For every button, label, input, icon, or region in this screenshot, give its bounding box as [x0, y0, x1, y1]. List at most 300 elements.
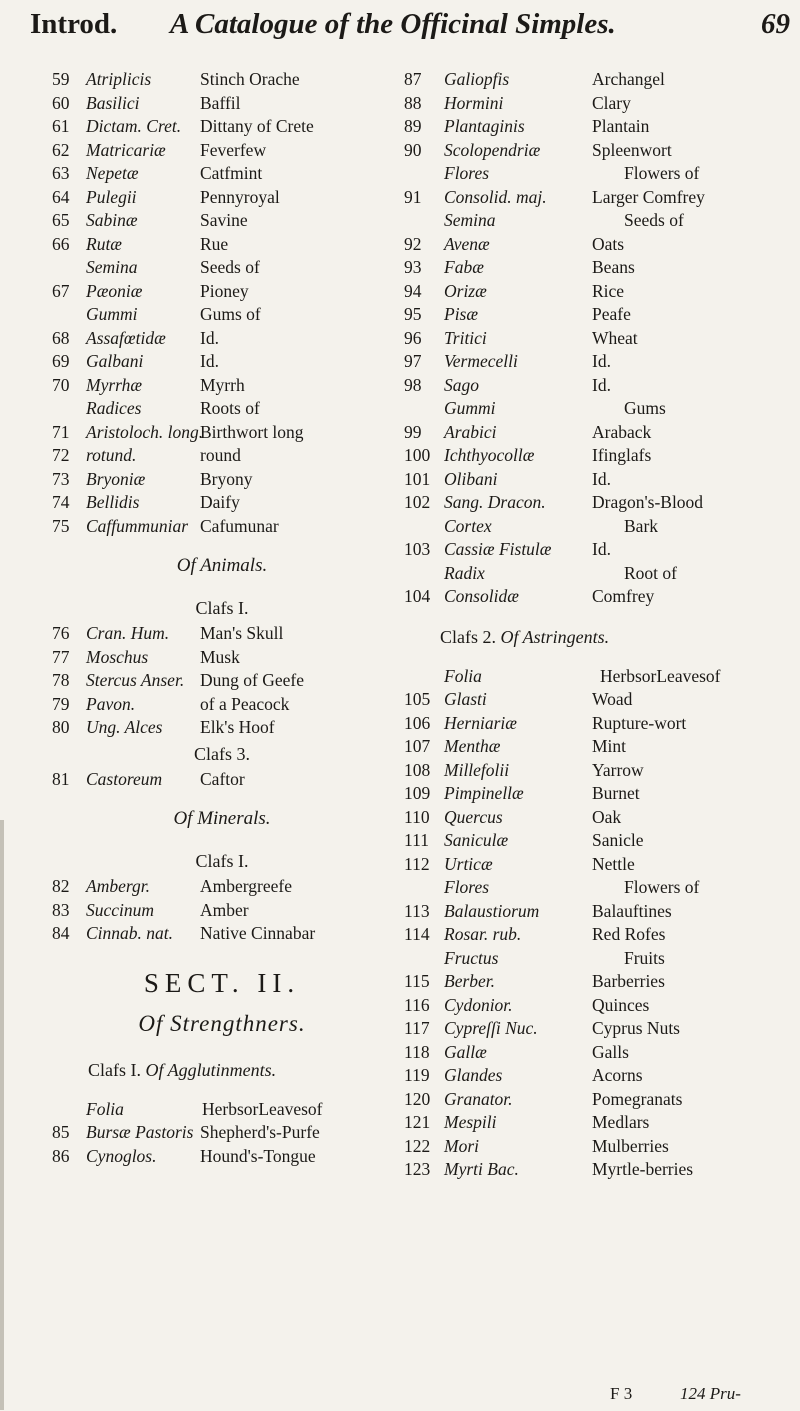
entry-number: 120: [404, 1088, 431, 1109]
english-name: Comfrey: [592, 586, 655, 606]
entry-number: 66: [52, 233, 70, 254]
english-name: Pioney: [200, 280, 249, 301]
english-name: Shepherd's-Purfe: [200, 1122, 320, 1142]
list-group: [404, 585, 794, 609]
subheading-fructus: Fructus Fruits: [444, 947, 665, 968]
list-group: [404, 233, 794, 398]
english-name: Oak: [592, 806, 622, 827]
list-item: [404, 233, 794, 257]
english-name: Mint: [592, 736, 627, 756]
entry-number: 72: [52, 445, 70, 465]
list-group: [404, 186, 794, 210]
signature-mark: F 3: [610, 1384, 633, 1403]
latin-name: Myrti Bac.: [444, 1159, 519, 1179]
list-item: [404, 735, 794, 759]
english-name: Pennyroyal: [200, 186, 280, 207]
latin-name: Atriplicis: [86, 69, 152, 89]
list-group: [404, 538, 794, 562]
subheading-cortex: Cortex Bark: [444, 515, 659, 536]
list-group: [404, 900, 794, 947]
entry-number: 118: [404, 1041, 430, 1062]
english-name: Burnet: [592, 783, 640, 803]
header-section: Introd.: [30, 8, 118, 40]
english-name: Dragon's-Blood: [592, 492, 704, 512]
latin-name: Consolid. maj.: [444, 186, 547, 207]
list-item: [52, 280, 392, 304]
list-item: [404, 538, 794, 562]
clafs-label: Clafs I.: [195, 598, 249, 618]
list-group: [52, 421, 392, 539]
english-name: Sanicle: [592, 830, 644, 850]
list-item: [52, 68, 392, 92]
entry-number: 110: [404, 806, 430, 827]
subheading-semina: Semina Seeds of: [86, 257, 260, 277]
entry-number: 95: [404, 304, 422, 324]
english-name: Yarrow: [592, 759, 644, 780]
latin-name: Matricariæ: [86, 139, 166, 160]
subheading-folia: Folia HerbsorLeavesof: [86, 1098, 323, 1119]
clafs-heading: Clafs 2. Of Astringents.: [440, 626, 610, 647]
list-item: [404, 115, 794, 139]
heading-animals: Of Animals.: [176, 555, 268, 576]
list-item: [404, 1158, 794, 1182]
latin-name: Hormini: [444, 92, 504, 113]
latin-name: Glandes: [444, 1065, 503, 1085]
entry-number: 101: [404, 468, 431, 489]
latin-name: Basilici: [86, 92, 140, 113]
list-group: [52, 875, 392, 946]
latin-name: Galiopfis: [444, 69, 510, 89]
list-item: [404, 186, 794, 210]
latin-name: Pæoniæ: [86, 280, 143, 301]
list-group: [52, 280, 392, 304]
entry-number: 63: [52, 163, 70, 183]
english-name: Rue: [200, 233, 229, 254]
heading-minerals: Of Minerals.: [173, 808, 271, 829]
english-name: Plantain: [592, 116, 650, 136]
english-name: Balauftines: [592, 900, 672, 921]
entry-number: 70: [52, 374, 70, 395]
entry-number: 80: [52, 717, 70, 737]
list-item: [52, 92, 392, 116]
list-item: [52, 374, 392, 398]
english-name: Savine: [200, 210, 248, 230]
left-column: [52, 68, 392, 1168]
english-name: Woad: [592, 689, 633, 709]
english-name: Ambergreefe: [200, 876, 292, 896]
english-name: Id.: [592, 351, 611, 371]
list-item: [52, 1145, 392, 1169]
subheading-radix: Radix Root of: [444, 562, 677, 583]
page-title: A Catalogue of the Officinal Simples.: [170, 8, 616, 40]
english-name: Red Rofes: [592, 924, 666, 944]
english-name: Peafe: [592, 304, 631, 324]
english-name: Stinch Orache: [200, 69, 300, 89]
english-name: Oats: [592, 233, 625, 254]
entry-number: 65: [52, 210, 70, 230]
english-name: Cafumunar: [200, 515, 279, 536]
entry-number: 99: [404, 421, 422, 442]
latin-name: Gallæ: [444, 1041, 487, 1062]
list-item: [404, 92, 794, 116]
subheading-radices: Radices Roots of: [86, 398, 260, 418]
latin-name: Scolopendriæ: [444, 139, 541, 160]
entry-number: 121: [404, 1112, 431, 1132]
latin-name: Cran. Hum.: [86, 623, 170, 643]
english-name: Id.: [592, 539, 611, 559]
list-item: [52, 468, 392, 492]
list-item: [52, 139, 392, 163]
latin-name: Avenæ: [444, 233, 490, 254]
list-item: [404, 256, 794, 280]
entry-number: 60: [52, 92, 70, 113]
list-item: [52, 327, 392, 351]
latin-name: Saniculæ: [444, 830, 509, 850]
page-number: 69: [761, 8, 790, 40]
english-name: Id.: [592, 374, 611, 395]
entry-number: 88: [404, 92, 422, 113]
english-name: Catfmint: [200, 163, 263, 183]
english-name: Caftor: [200, 768, 245, 789]
list-item: [52, 209, 392, 233]
list-item: [52, 444, 392, 468]
latin-name: Bellidis: [86, 492, 140, 512]
latin-name: Ambergr.: [86, 876, 151, 896]
list-item: [404, 491, 794, 515]
list-item: [404, 853, 794, 877]
list-item: [404, 712, 794, 736]
latin-name: Pavon.: [86, 693, 136, 714]
list-item: [404, 923, 794, 947]
list-item: [404, 688, 794, 712]
entry-number: 116: [404, 994, 430, 1015]
latin-name: Aristoloch. long.: [86, 421, 204, 442]
latin-name: Ung. Alces: [86, 717, 163, 737]
entry-number: 89: [404, 116, 422, 136]
entry-number: 115: [404, 971, 430, 991]
latin-name: Bursæ Pastoris: [86, 1122, 194, 1142]
latin-name: Menthæ: [444, 736, 501, 756]
entry-number: 71: [52, 421, 70, 442]
latin-name: Fabæ: [444, 257, 484, 277]
entry-number: 67: [52, 280, 70, 301]
subheading-gummi: Gummi Gums: [444, 398, 666, 418]
latin-name: Plantaginis: [444, 116, 525, 136]
latin-name: Myrrhæ: [86, 374, 143, 395]
list-item: [404, 421, 794, 445]
entry-number: 94: [404, 280, 422, 301]
list-item: [404, 759, 794, 783]
latin-name: Herniariæ: [444, 712, 517, 733]
entry-number: 69: [52, 351, 70, 371]
entry-number: 76: [52, 623, 70, 643]
entry-number: 123: [404, 1159, 431, 1179]
english-name: Clary: [592, 92, 631, 113]
english-name: Wheat: [592, 327, 638, 348]
entry-number: 119: [404, 1065, 430, 1085]
list-item: [404, 1041, 794, 1065]
latin-name: Stercus Anser.: [86, 670, 185, 690]
footer: [610, 1384, 741, 1404]
english-name: Myrrh: [200, 374, 245, 395]
entry-number: 102: [404, 492, 431, 512]
list-item: [52, 515, 392, 539]
english-name: Myrtle-berries: [592, 1159, 694, 1179]
entry-number: 107: [404, 736, 431, 756]
latin-name: Bryoniæ: [86, 468, 146, 489]
latin-name: Consolidæ: [444, 586, 519, 606]
clafs-heading: Clafs I. Of Agglutinments.: [88, 1059, 277, 1080]
list-item: [52, 768, 392, 792]
english-name: Birthwort long: [200, 421, 304, 442]
clafs-label: Clafs 3.: [194, 743, 250, 764]
english-name: Id.: [200, 327, 219, 348]
latin-name: Galbani: [86, 351, 144, 371]
entry-number: 61: [52, 116, 70, 136]
english-name: Rupture-wort: [592, 712, 687, 733]
english-name: Amber: [200, 899, 249, 920]
latin-name: Balaustiorum: [444, 900, 540, 921]
english-name: Nettle: [592, 853, 635, 874]
list-item: [404, 444, 794, 468]
english-name: Medlars: [592, 1112, 650, 1132]
list-item: [404, 1064, 794, 1088]
list-item: [404, 900, 794, 924]
clafs-label: Clafs I.: [195, 851, 249, 871]
english-name: Rice: [592, 280, 625, 301]
list-item: [52, 922, 392, 946]
latin-name: Millefolii: [444, 759, 510, 780]
list-item: [404, 1088, 794, 1112]
latin-name: Pulegii: [86, 186, 137, 207]
list-item: [52, 233, 392, 257]
english-name: Acorns: [592, 1065, 643, 1085]
latin-name: Ichthyocollæ: [444, 445, 535, 465]
latin-name: Arabici: [444, 421, 497, 442]
entry-number: 105: [404, 689, 431, 709]
latin-name: Succinum: [86, 899, 155, 920]
english-name: of a Peacock: [200, 693, 290, 714]
entry-number: 97: [404, 351, 422, 371]
latin-name: Cynoglos.: [86, 1145, 157, 1166]
subheading-semina: Semina Seeds of: [444, 210, 684, 230]
entry-number: 79: [52, 693, 70, 714]
entry-number: 82: [52, 876, 70, 896]
list-item: [404, 139, 794, 163]
list-item: [52, 716, 392, 740]
entry-number: 75: [52, 515, 70, 536]
list-item: [52, 669, 392, 693]
entry-number: 103: [404, 539, 431, 559]
entry-number: 90: [404, 139, 422, 160]
english-name: Archangel: [592, 69, 665, 89]
list-item: [52, 899, 392, 923]
entry-number: 113: [404, 900, 430, 921]
english-name: Beans: [592, 257, 635, 277]
english-name: Baffil: [200, 92, 241, 113]
latin-name: Vermecelli: [444, 351, 518, 371]
subheading-flores: Flores Flowers of: [444, 877, 700, 897]
entry-number: 73: [52, 468, 70, 489]
english-name: Hound's-Tongue: [200, 1145, 316, 1166]
list-item: [52, 1121, 392, 1145]
entry-number: 86: [52, 1145, 70, 1166]
binding-edge: [0, 820, 4, 1410]
english-name: Bryony: [200, 468, 253, 489]
entry-number: 92: [404, 233, 422, 254]
list-item: [404, 1017, 794, 1041]
list-item: [404, 374, 794, 398]
entry-number: 81: [52, 768, 70, 789]
latin-name: Sago: [444, 374, 479, 395]
latin-name: Mespili: [444, 1112, 497, 1132]
entry-number: 114: [404, 924, 430, 944]
list-group: [52, 768, 392, 792]
entry-number: 84: [52, 923, 70, 943]
list-group: [404, 421, 794, 515]
entry-number: 104: [404, 586, 431, 606]
entry-number: 93: [404, 257, 422, 277]
list-item: [52, 875, 392, 899]
latin-name: Granator.: [444, 1088, 513, 1109]
entry-number: 77: [52, 646, 70, 667]
latin-name: Cinnab. nat.: [86, 923, 174, 943]
right-column: [404, 68, 794, 1182]
latin-name: Tritici: [444, 327, 487, 348]
english-name: Id.: [592, 468, 611, 489]
english-name: Dung of Geefe: [200, 670, 304, 690]
list-group: [52, 327, 392, 398]
english-name: round: [200, 445, 241, 465]
english-name: Cyprus Nuts: [592, 1018, 680, 1038]
english-name: Larger Comfrey: [592, 186, 705, 207]
list-item: [404, 806, 794, 830]
entry-number: 91: [404, 186, 422, 207]
list-item: [404, 782, 794, 806]
entry-number: 111: [404, 830, 429, 850]
english-name: Native Cinnabar: [200, 923, 316, 943]
latin-name: Pisæ: [444, 304, 479, 324]
section-heading: SECT. II.: [143, 967, 301, 998]
latin-name: Castoreum: [86, 768, 163, 789]
latin-name: Mori: [444, 1135, 479, 1156]
list-item: [404, 1135, 794, 1159]
english-name: Musk: [200, 646, 240, 667]
english-name: Mulberries: [592, 1135, 669, 1156]
list-item: [404, 829, 794, 853]
list-group: [52, 68, 392, 256]
entry-number: 83: [52, 899, 70, 920]
list-item: [52, 421, 392, 445]
list-item: [404, 68, 794, 92]
latin-name: Caffummuniar: [86, 515, 189, 536]
entry-number: 109: [404, 783, 431, 803]
entry-number: 96: [404, 327, 422, 348]
latin-name: Olibani: [444, 468, 498, 489]
english-name: Daify: [200, 492, 240, 512]
list-item: [52, 115, 392, 139]
latin-name: Nepetæ: [86, 163, 139, 183]
entry-number: 64: [52, 186, 70, 207]
latin-name: Assafœtidæ: [86, 327, 166, 348]
running-header: [30, 8, 790, 56]
list-item: [52, 186, 392, 210]
entry-number: 112: [404, 853, 430, 874]
latin-name: Urticæ: [444, 853, 493, 874]
latin-name: Rosar. rub.: [444, 924, 522, 944]
entry-number: 85: [52, 1122, 70, 1142]
english-name: Elk's Hoof: [200, 717, 275, 737]
list-group: [52, 622, 392, 740]
latin-name: Dictam. Cret.: [86, 116, 182, 136]
latin-name: Quercus: [444, 806, 503, 827]
entry-number: 108: [404, 759, 431, 780]
list-item: [404, 994, 794, 1018]
english-name: Galls: [592, 1041, 629, 1062]
subheading-gummi: Gummi Gums of: [86, 304, 261, 324]
list-item: [404, 350, 794, 374]
entry-number: 87: [404, 69, 422, 89]
entry-number: 74: [52, 492, 70, 512]
list-item: [52, 350, 392, 374]
latin-name: Sabinæ: [86, 210, 138, 230]
list-item: [52, 491, 392, 515]
english-name: Quinces: [592, 994, 650, 1015]
list-group: [404, 970, 794, 1182]
list-item: [404, 585, 794, 609]
entry-number: 117: [404, 1018, 430, 1038]
latin-name: Rutæ: [86, 233, 122, 254]
entry-number: 122: [404, 1135, 431, 1156]
english-name: Id.: [200, 351, 219, 371]
latin-name: Cydonior.: [444, 994, 513, 1015]
section-subheading: Of Strengthners.: [138, 1010, 306, 1036]
list-group: [404, 68, 794, 162]
english-name: Araback: [592, 421, 652, 442]
list-item: [52, 162, 392, 186]
english-name: Spleenwort: [592, 139, 672, 160]
latin-name: Pimpinellæ: [444, 783, 524, 803]
entry-number: 78: [52, 670, 70, 690]
list-item: [52, 693, 392, 717]
english-name: Feverfew: [200, 139, 267, 160]
latin-name: Berber.: [444, 971, 496, 991]
latin-name: Sang. Dracon.: [444, 492, 546, 512]
list-item: [404, 468, 794, 492]
latin-name: Cypreſſi Nuc.: [444, 1018, 538, 1038]
subheading-flores: Flores Flowers of: [444, 163, 700, 183]
entry-number: 62: [52, 139, 70, 160]
list-item: [404, 327, 794, 351]
latin-name: Moschus: [86, 646, 149, 667]
list-group: [52, 1121, 392, 1168]
latin-name: Glasti: [444, 689, 487, 709]
entry-number: 106: [404, 712, 431, 733]
entry-number: 68: [52, 327, 70, 348]
entry-number: 59: [52, 69, 70, 89]
catchword: 124 Pru-: [680, 1384, 741, 1403]
list-item: [404, 303, 794, 327]
list-item: [52, 622, 392, 646]
latin-name: rotund.: [86, 445, 137, 465]
list-item: [404, 970, 794, 994]
list-item: [404, 1111, 794, 1135]
latin-name: Orizæ: [444, 280, 487, 301]
list-item: [404, 280, 794, 304]
entry-number: 98: [404, 374, 422, 395]
english-name: Pomegranats: [592, 1088, 683, 1109]
list-group: [404, 688, 794, 876]
